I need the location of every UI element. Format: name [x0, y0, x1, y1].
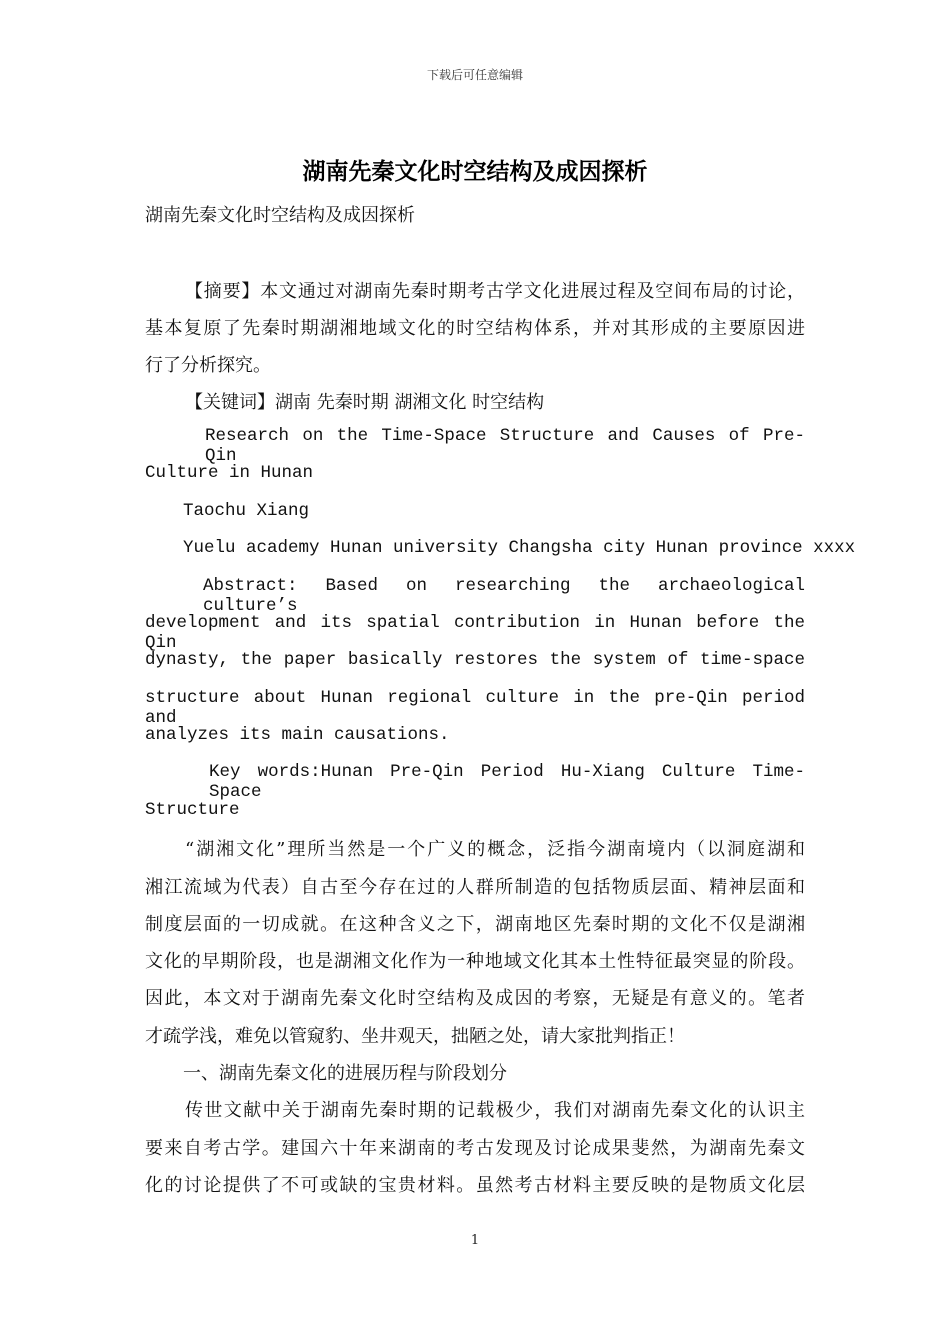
intro-line: 制度层面的一切成就。在这种含义之下，湖南地区先秦时期的文化不仅是湖湘	[145, 914, 805, 935]
abstract-cn-line: 【摘要】本文通过对湖南先秦时期考古学文化进展过程及空间布局的讨论，	[185, 281, 805, 302]
english-abstract-line: development and its spatial contribution in Hunan before the Qin	[145, 613, 805, 653]
document-title: 湖南先秦文化时空结构及成因探析	[302, 159, 648, 185]
english-abstract-line: structure about Hunan regional culture in the pre-Qin period and	[145, 688, 805, 728]
intro-line: “湖湘文化”理所当然是一个广义的概念，泛指今湖南境内（以洞庭湖和	[185, 839, 805, 860]
english-abstract-line: Abstract: Based on researching the archaeological culture’s	[203, 576, 805, 616]
english-abstract-line: analyzes its main causations.	[145, 725, 450, 745]
english-title-line: Research on the Time-Space Structure and Causes of Pre-Qin	[205, 426, 805, 466]
page-number: 1	[470, 1233, 480, 1248]
abstract-cn-line: 基本复原了先秦时期湖湘地域文化的时空结构体系，并对其形成的主要原因进	[145, 318, 805, 339]
author-name: Taochu Xiang	[183, 501, 310, 521]
page-header: 下载后可任意编辑	[426, 68, 523, 82]
subtitle: 湖南先秦文化时空结构及成因探析	[145, 205, 415, 226]
english-title-line: Culture in Hunan	[145, 463, 314, 483]
abstract-cn-line: 行了分析探究。	[145, 355, 271, 376]
intro-line: 湘江流域为代表）自古至今存在过的人群所制造的包括物质层面、精神层面和	[145, 877, 805, 898]
intro-line: 因此，本文对于湖南先秦文化时空结构及成因的考察，无疑是有意义的。笔者	[145, 988, 805, 1009]
intro-line: 才疏学浅，难免以管窥豹、坐井观天，拙陋之处，请大家批判指正！	[145, 1026, 685, 1047]
english-keywords-line: Key words:Hunan Pre-Qin Period Hu-Xiang Culture Time-Space	[209, 762, 805, 802]
section-heading: 一、湖南先秦文化的进展历程与阶段划分	[183, 1063, 507, 1084]
english-abstract-line: dynasty, the paper basically restores the system of time-space	[145, 650, 805, 670]
author-affiliation: Yuelu academy Hunan university Changsha city Hunan province xxxx	[183, 538, 856, 558]
section-paragraph-line: 化的讨论提供了不可或缺的宝贵材料。虽然考古材料主要反映的是物质文化层	[145, 1175, 805, 1196]
intro-line: 文化的早期阶段，也是湖湘文化作为一种地域文化其本土性特征最突显的阶段。	[145, 951, 805, 972]
section-paragraph-line: 传世文献中关于湖南先秦时期的记载极少，我们对湖南先秦文化的认识主	[185, 1100, 805, 1121]
english-keywords-line: Structure	[145, 800, 240, 820]
keywords-cn: 【关键词】湖南 先秦时期 湖湘文化 时空结构	[185, 392, 545, 413]
section-paragraph-line: 要来自考古学。建国六十年来湖南的考古发现及讨论成果斐然，为湖南先秦文	[145, 1138, 805, 1159]
